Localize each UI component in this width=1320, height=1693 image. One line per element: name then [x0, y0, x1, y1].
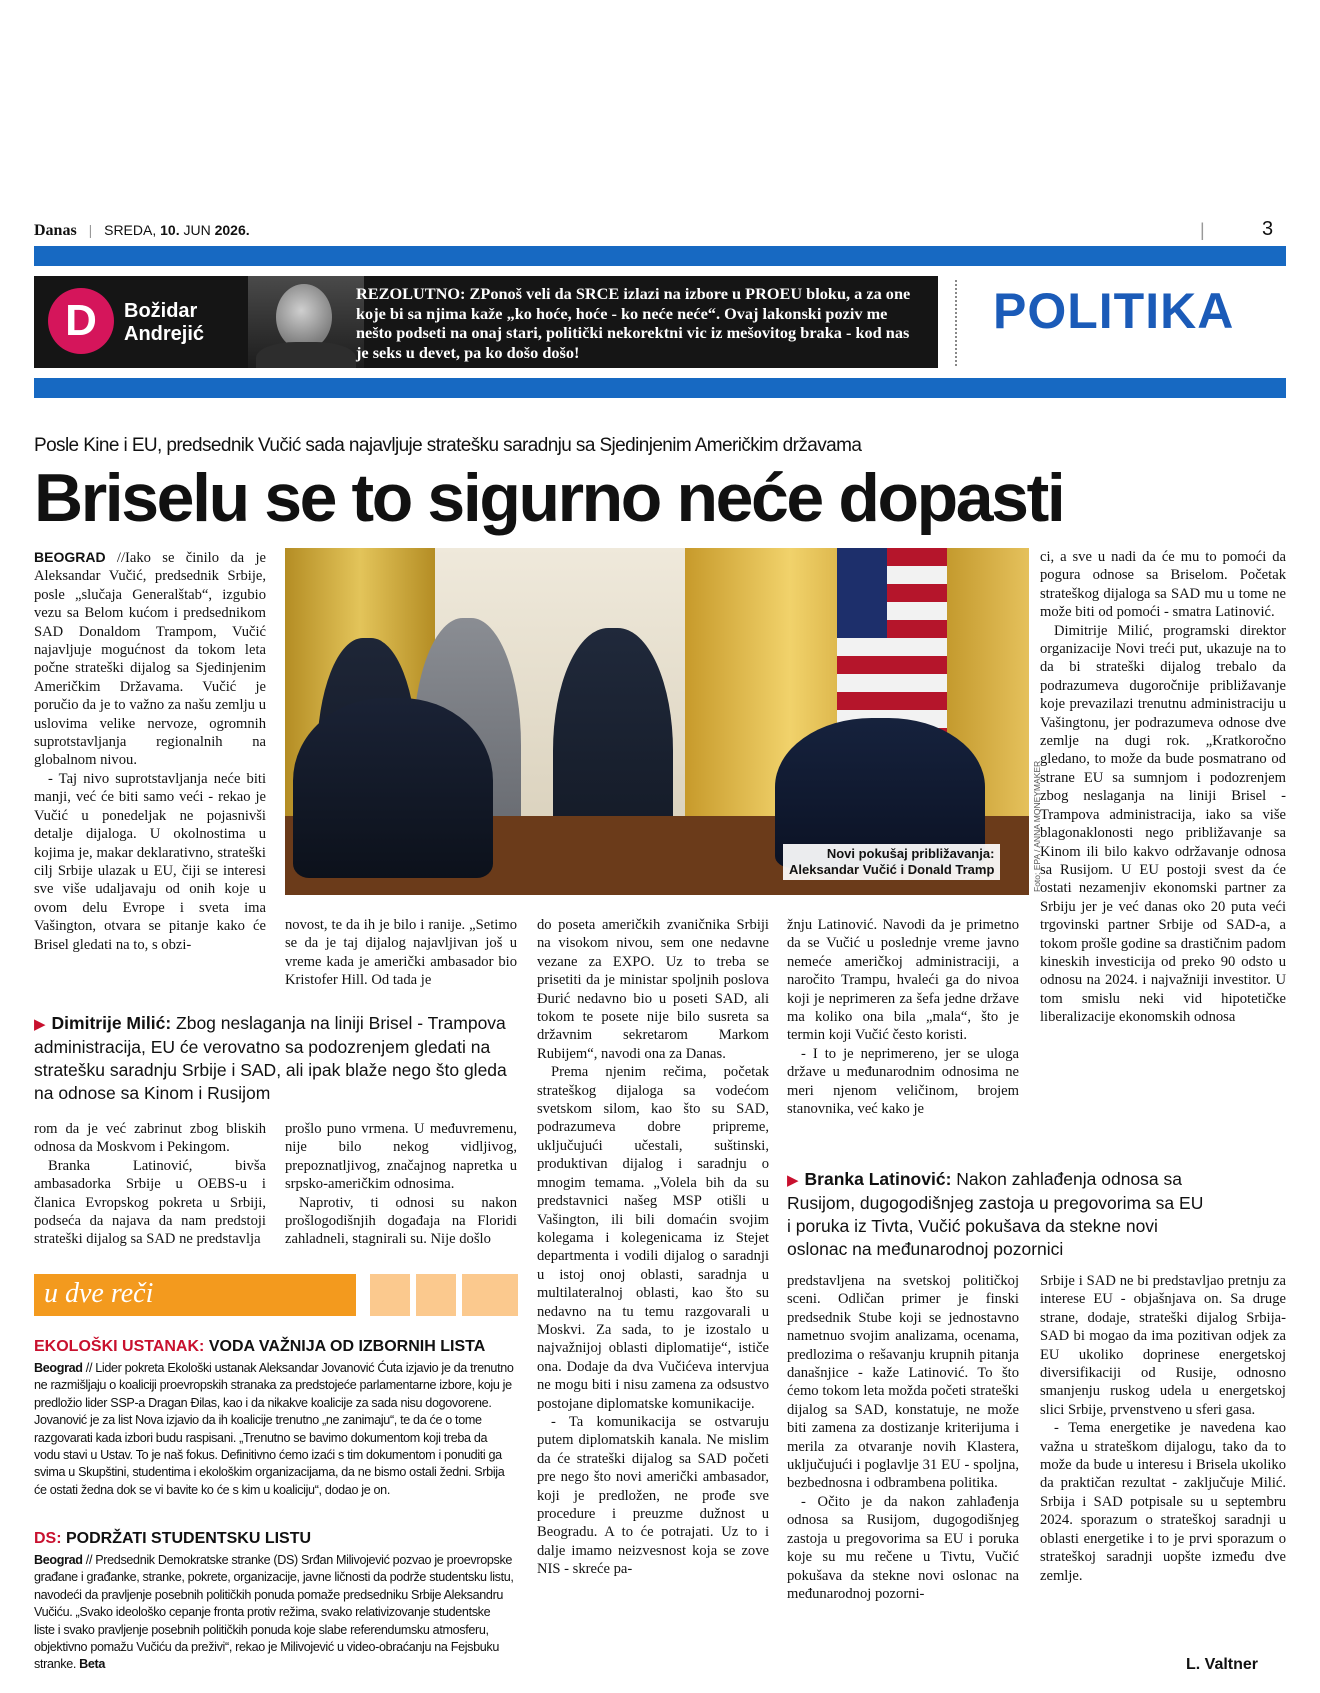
- photo-credit: Foto: EPA / ANNA MONEYMAKER: [1032, 760, 1042, 892]
- article-column: do poseta američkih zvaničnika Srbiji na visokom nivou, sem one nedavne vezane za EXPO. Uz to treba se prisetiti da je ministar spoljnih poslova Đurić nedavno bio u poseti SAD, ali tokom te posete nije bilo susreta sa državnim sekretarom Markom Rubijem“, navodi ona za Danas. Prema njenim rečima, početak strateškog dijaloga sa vodećom svetskom silom, kao što su SAD, podrazumeva dobre pripreme, uključujući učestali, suštinski, produktivan dijalog i saradnju o mnogim temama. „Volela bih da su predstavnici našeg MSP otišli u Vašington, ili bili domaćin svojim kolegama i kolegenicama iz Stejet departmenta i vodili dijalog o saradnji u istoj onoj oblasti, saradnja u multilateralnoj oblasti, kao što su nedavno na tu temu razgovarali u Moskvi. Za sada, to je izostalo u najvažnijoj oblasti diplomatije“, ističe ona. Dodaje da dva Vučićeva intervjua ne mogu biti i nisu zamena za odsustvo postojane diplomatske komunikacije. - Ta komunikacija se ostvaruju putem diplomatskih kanala. Ne mislim da će strateški dijalog sa SAD početi pre nego što novi američki ambasador, koji je predložen, ne prođe sve procedure i preuzme dužnost u Beogradu. A to će potrajati. Uz to i dalje imamo neizvesnost koja se zove NIS - skreće pa-: [537, 917, 769, 1578]
- issue-date: SREDA, 10. JUN 2026.: [104, 222, 250, 238]
- triangle-bullet-icon: ▶: [787, 1172, 799, 1189]
- page-number: 3: [1262, 218, 1274, 240]
- top-blue-rule: [34, 246, 1286, 266]
- columnist-quote: REZOLUTNO: ZPonoš veli da SRCE izlazi na izbore u PROEU bloku, a za one koje bi sa njima kaže „ko hoće, hoće - ko neće neće“. Ovaj lakonski poziv me nešto podseti na onaj stari, politički nekorektni vic iz mešovitog braka - kod nas je seks u devet, pa ko došo došo!: [356, 284, 911, 362]
- triangle-bullet-icon: ▶: [34, 1016, 46, 1033]
- danas-logo-icon: D: [48, 288, 114, 354]
- paper-name: Danas: [34, 222, 77, 239]
- article-kicker: Posle Kine i EU, predsednik Vučić sada najavljuje stratešku saradnju sa Sjedinjenim Američkim državama: [34, 435, 862, 456]
- briefs-banner: [34, 1274, 518, 1316]
- seated-person: [293, 698, 493, 878]
- columnist-photo: [248, 276, 364, 368]
- article-column: novost, te da ih je bilo i ranije. „Setimo se da je taj dijalog najavljivan još u vreme kada je američki ambasador bio Kristofer Hill. Od tada je: [285, 917, 517, 989]
- article-column: BEOGRAD //Iako se činilo da je Aleksandar Vučić, predsednik Srbije, posle „slučaja Generalštab“, izgubio vezu sa Belom kućom i predsednikom SAD Donaldom Trampom, Vučić najavljuje mogućnost da tokom leta počne strateški dijalog sa Sjedinjenim Američkim Državama. Vučić je poručio da je to važno za našu zemlju u uslovima velike nervoze, ogromnih suprotstavljanja regionalnih na globalnom nivou. - Taj nivo suprotstavljanja neće biti manji, već će biti samo veći - rekao je Vučić u ponedeljak ne pojasnivši detalje dijaloga. U okolnostima u kojima je, makar deklarativno, strateški cilj Srbije ulazak u EU, čiji se interesi sve više udaljavaju od onih koje u ovom delu Evrope i sveta ima Vašington, otvara se pitanje kako će Brisel gledati na to, s obzi-: [34, 549, 266, 953]
- columnist-name: Božidar Andrejić: [124, 300, 205, 345]
- brief-heading: EKOLOŠKI USTANAK: VODA VAŽNIJA OD IZBORNIH LISTA: [34, 1338, 486, 1355]
- article-column: predstavljena na svetskoj političkoj sceni. Odličan primer je finski predsednik Stube koji se jednostavno nametnuo svojim analizama, ocenama, predlozima o rešavanju krupnih pitanja današnjice - kaže Latinović. To što ćemo tokom leta možda početi strateški dijalog sa SAD, konstatuje, ne može biti zamena za dostizanje kriterijuma i merila za otvaranje novih Klastera, uključujući i poglavlje 31 EU - spoljna, bezbednosna i odbrambena politika. - Očito je da nakon zahlađenja odnosa sa Rusijom, dugogodišnjeg zastoja u pregovorima sa EU i poruka koje su mu rečene u Tivtu, Vučić pokušava da stekne novi oslonac na međunarodnoj pozorni-: [787, 1273, 1019, 1602]
- columnist-banner: [34, 276, 938, 368]
- brief-text: Beograd // Predsednik Demokratske stranke (DS) Srđan Milivojević pozvao je proevropske građane i građanke, stranke, pokrete, organizacije, javne ličnosti da podrže studentsku listu, navodeći da pravljenje posebnih političkih ponuda pomaže predsedniku Srbije Aleksandru Vučiću. „Svako ideološko cepanje fronta protiv režima, svako relativizovanje studentske liste i svako pravljenje posebnih političkih ponuda koje slabe referendumsku atmosferu, objektivno pomažu Vučiću da preživi“, rekao je Milivojević u video-obraćanju na Fejsbuku stranke. Beta: [34, 1553, 514, 1672]
- dateline: BEOGRAD: [34, 549, 106, 565]
- pull-quote: ▶ Branka Latinović: Nakon zahlađenja odnosa sa Rusijom, dugogodišnjeg zastoja u pregovorima sa EU i poruka iz Tivta, Vučić pokušava da stekne novi oslonac na međunarodnoj pozornici: [787, 1169, 1204, 1259]
- briefs-title: u dve reči: [44, 1278, 154, 1309]
- article-column: žnju Latinović. Navodi da je primetno da se Vučić u poslednje vreme javno nemeće američkoj administraciji, a naročito Trampu, hvaleći ga do nivoa koji je neprimeren za šefa jedne države ma koliko ona bila „mala“, što je termin koji Vučić često koristi. - I to je neprimereno, jer se uloga države u međunarodnim odnosima ne meri njenom veličinom, brojem stanovnika, već kako je: [787, 917, 1019, 1118]
- photo-caption: Novi pokušaj približavanja: Aleksandar Vučić i Donald Tramp: [783, 844, 1000, 880]
- lower-blue-rule: [34, 378, 1286, 398]
- pull-quote: ▶ Dimitrije Milić: Zbog neslaganja na liniji Brisel - Trampova administracija, EU će verovatno sa podozrenjem gledati na stratešku saradnju Srbije i SAD, ali ipak blaže nego što gleda na odnose sa Kinom i Rusijom: [34, 1013, 507, 1103]
- article-photo: [285, 548, 1029, 895]
- banner-divider: [955, 280, 957, 366]
- article-column: rom da je već zabrinut zbog bliskih odnosa da Moskvom i Pekingom. Branka Latinović, bivša ambasadorka Srbije u OEBS-u i članica Evropskog pokreta u Srbiji, podseća da najava da nam predstoji strateški dijalog sa SAD ne predstavlja: [34, 1121, 266, 1248]
- page-header: Danas | SREDA, 10. JUN 2026. | 3: [34, 218, 1274, 240]
- brief-text: Beograd // Lider pokreta Ekološki ustanak Aleksandar Jovanović Ćuta izjavio je da trenutno ne razmišljaju o koaliciji proevropskih stranaka za predstojeće parlamentarne izbore, koju je predložio lider SSP-a Dragan Đilas, kao i da nikakve koalicije za sada nisu dogovorene. Jovanović je za list Nova izjavio da ih koalicije trenutno „ne zanimaju“, te da će o tome razgovarati kada izbori budu raspisani. „Trenutno se bavimo dokumentom koji treba da vodu stavi u Ustav. To je naš fokus. Definitivno ćemo izaći s tim dokumentom i ponuditi ga svima u Skupštini, studentima i ekološkim organizacijama, da ne bismo ostali žedni. Srbija će ostati žedna dok se vi bavite ko će s kim u koaliciju“, dodao je on.: [34, 1361, 514, 1497]
- section-title: POLITIKA: [993, 283, 1235, 339]
- article-column: prošlo puno vrmena. U međuvremenu, nije bilo nekog vidljivog, prepoznatljivog, značajnog napretka u srpsko-američkim odnosima. Naprotiv, ti odnosi su nakon prošlogodišnjih događaja na Floridi zahladneli, stagnirali su. Nije došlo: [285, 1121, 517, 1248]
- article-headline: Briselu se to sigurno neće dopasti: [34, 460, 1064, 536]
- article-column: ci, a sve u nadi da će mu to pomoći da pogura odnose sa Briselom. Početak strateškog dijaloga sa SAD mu u tome ne može biti od pomoći - smatra Latinović. Dimitrije Milić, programski direktor organizacije Novi treći put, ukazuje na to da bi strateški dijalog trebalo da podrazumeva dugoročnije približavanje koje prevazilazi trenutnu administraciju u Vašingtonu, jer podrazumeva odnose dve zemlje na dugi rok. „Kratkoročno gledano, to može da bude posmatrano od strane EU sa sumnjom i podozrenjem zbog neslaganja na liniji Brisel - Trampova administracija, iako sa više blagonaklonosti nego približavanje sa Kinom ili bilo kakvo održavanje odnosa sa Rusijom. U EU postoji svest da će ostati nezamenjiv ekonomski partner za Srbiju jer je već danas oko 20 puta veći trgovinski partner Srbije od SAD-a, a tokom prošle godine sa drastičnim padom kineskih investicija od preko 90 odsto u odnosu na 2024. i najvažniji investitor. U tom smislu neki vid hipotetičke liberalizacije ekonomskih odnosa: [1040, 549, 1286, 1026]
- article-column: Srbije i SAD ne bi predstavljao pretnju za interese EU - objašnjava on. Sa druge strane, dodaje, strateški dijalog Srbija-SAD bi mogao da ima pozitivan odjek za EU ukoliko doprinese energetskoj diversifikaciji od Rusije, odnosno smanjenju ruskog udela u energetskoj slici Srbije, prvenstveno u sferi gasa. - Tema energetike je navedena kao važna u strateškom dijalogu, tako da to može da bude u interesu i Brisela ukoliko da praktičan rezultat - zaključuje Milić. Srbija i SAD potpisale su u septembru 2024. sporazum o strateškoj saradnji u oblasti energetike i to je prvi sporazum o strateškoj saradnji uopšte između dve zemlje.: [1040, 1273, 1286, 1584]
- byline: L. Valtner: [1186, 1656, 1259, 1673]
- brief-heading: DS: PODRŽATI STUDENTSKU LISTU: [34, 1530, 312, 1547]
